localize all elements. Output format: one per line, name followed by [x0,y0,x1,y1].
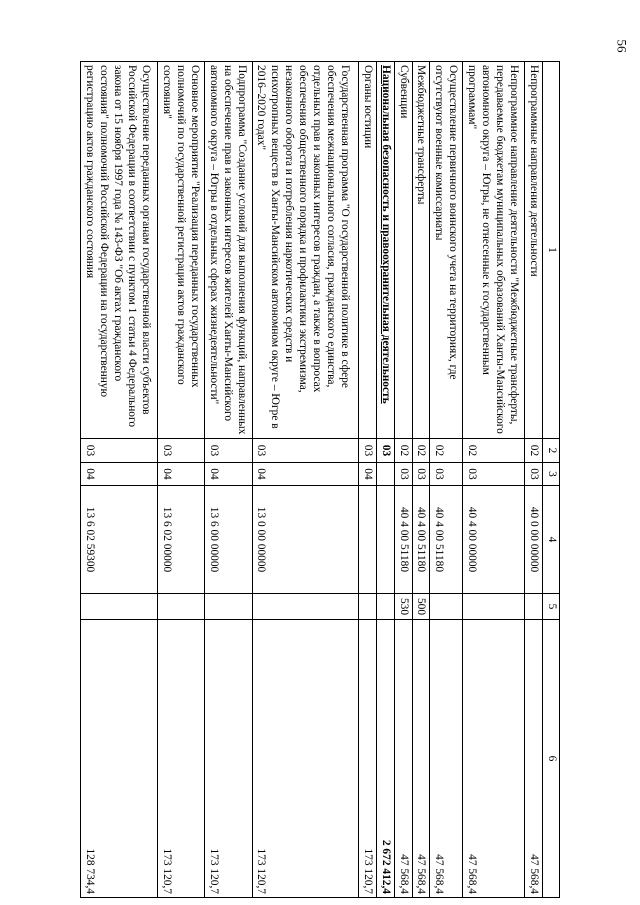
row-amount-cell: 173 120,7 [358,620,376,898]
row-section-cell: 02 [525,439,543,463]
row-target-article-cell: 40 0 00 00000 [525,486,543,594]
row-target-article-cell: 40 4 00 00000 [463,486,525,594]
header-cell: 4 [543,486,560,594]
table-row [412,62,430,898]
row-target-article-cell [358,486,376,594]
row-section-cell: 02 [394,439,412,463]
row-expense-type-cell [525,594,543,620]
row-expense-type-cell [376,594,394,620]
row-section-cell: 03 [252,439,358,463]
row-expense-type-cell [430,594,463,620]
row-expense-type-cell [81,594,158,620]
row-target-article-cell: 13 6 02 59300 [81,486,158,594]
row-section-cell: 03 [81,439,158,463]
row-name-cell: Межбюджетные трансферты [412,62,430,439]
header-cell: 5 [543,594,560,620]
row-section-cell: 03 [157,439,204,463]
row-name-cell: Субвенции [394,62,412,439]
row-section-cell: 02 [463,439,525,463]
row-target-article-cell: 13 0 00 00000 [252,486,358,594]
row-amount-cell: 47 568,4 [412,620,430,898]
row-expense-type-cell [157,594,204,620]
row-subsection-cell: 03 [463,463,525,486]
table-row [205,62,252,898]
table-row [376,62,394,898]
row-expense-type-cell: 530 [394,594,412,620]
row-subsection-cell: 03 [394,463,412,486]
row-section-cell: 03 [205,439,252,463]
row-amount-cell: 173 120,7 [157,620,204,898]
row-subsection-cell: 04 [157,463,204,486]
row-expense-type-cell [463,594,525,620]
row-name-cell: Непрограммное направление деятельности "Межбюджетные трансферты, передаваемые бюджетам муниципальных образований Ханты-Мансийского автономного округа – Югры, не отнесенные к государственным программам" [463,62,525,439]
row-amount-cell: 173 120,7 [205,620,252,898]
row-amount-cell: 173 120,7 [252,620,358,898]
row-section-cell: 03 [358,439,376,463]
row-subsection-cell: 03 [412,463,430,486]
page-number: 56 [614,39,630,53]
table-row [252,62,358,898]
header-cell: 1 [543,62,560,439]
row-name-cell: Подпрограмма "Создание условий для выполнения функций, направленных на обеспечение прав и законных интересов жителей Ханты-Мансийского автономного округа – Югры в отдельных сферах жизнедеятельности" [205,62,252,439]
row-target-article-cell: 13 6 00 00000 [205,486,252,594]
budget-table [80,61,560,898]
row-subsection-cell: 04 [81,463,158,486]
table-header-row [543,62,560,898]
row-target-article-cell [376,486,394,594]
row-amount-cell: 47 568,4 [463,620,525,898]
table-row [430,62,463,898]
table-row [463,62,525,898]
row-subsection-cell: 04 [252,463,358,486]
row-expense-type-cell [252,594,358,620]
header-cell: 3 [543,463,560,486]
budget-table-container [80,61,560,897]
row-target-article-cell: 40 4 00 51180 [394,486,412,594]
row-subsection-cell: 03 [430,463,463,486]
row-name-cell: Осуществление первичного воинского учета на территориях, где отсутствуют военные комиссариаты [430,62,463,439]
row-amount-cell: 47 568,4 [394,620,412,898]
row-target-article-cell: 40 4 00 51180 [430,486,463,594]
row-expense-type-cell: 500 [412,594,430,620]
row-subsection-cell: 04 [358,463,376,486]
header-cell: 6 [543,620,560,898]
row-target-article-cell: 40 4 00 51180 [412,486,430,594]
row-expense-type-cell [358,594,376,620]
row-name-cell: Государственная программа "О государственной политике в сфере обеспечения межнационального согласия, гражданского единства, отдельных прав и законных интересов граждан, а также в вопросах обеспечения общественного порядка и профилактики экстремизма, незаконного оборота и потребления наркотических средств и психотропных веществ в Ханты-Мансийском автономном округе – Югре в 2016–2020 годах" [252,62,358,439]
table-row [394,62,412,898]
table-row [358,62,376,898]
row-name-cell: Органы юстиции [358,62,376,439]
row-name-cell: Осуществление переданных органам государственной власти субъектов Российской Федерации в соответствии с пунктом 1 статьи 4 Федерального закона от 15 ноября 1997 года № 143-ФЗ "Об актах гражданского состояния" полномочий Российской Федерации на государственную регистрацию актов гражданского состояния [81,62,158,439]
row-amount-cell: 47 568,4 [525,620,543,898]
row-section-cell: 03 [376,439,394,463]
row-expense-type-cell [205,594,252,620]
row-name-cell: Основное мероприятие "Реализация переданных государственных полномочий по государственной регистрации актов гражданского состояния" [157,62,204,439]
row-subsection-cell: 03 [525,463,543,486]
row-name-cell: Национальная безопасность и правоохранительная деятельность [376,62,394,439]
row-section-cell: 02 [430,439,463,463]
row-subsection-cell: 04 [205,463,252,486]
row-target-article-cell: 13 6 02 00000 [157,486,204,594]
table-row [525,62,543,898]
row-amount-cell: 128 734,4 [81,620,158,898]
row-amount-cell: 2 672 412,4 [376,620,394,898]
row-section-cell: 02 [412,439,430,463]
row-subsection-cell [376,463,394,486]
table-row [81,62,158,898]
row-amount-cell: 47 568,4 [430,620,463,898]
table-row [157,62,204,898]
header-cell: 2 [543,439,560,463]
row-name-cell: Непрограммные направления деятельности [525,62,543,439]
